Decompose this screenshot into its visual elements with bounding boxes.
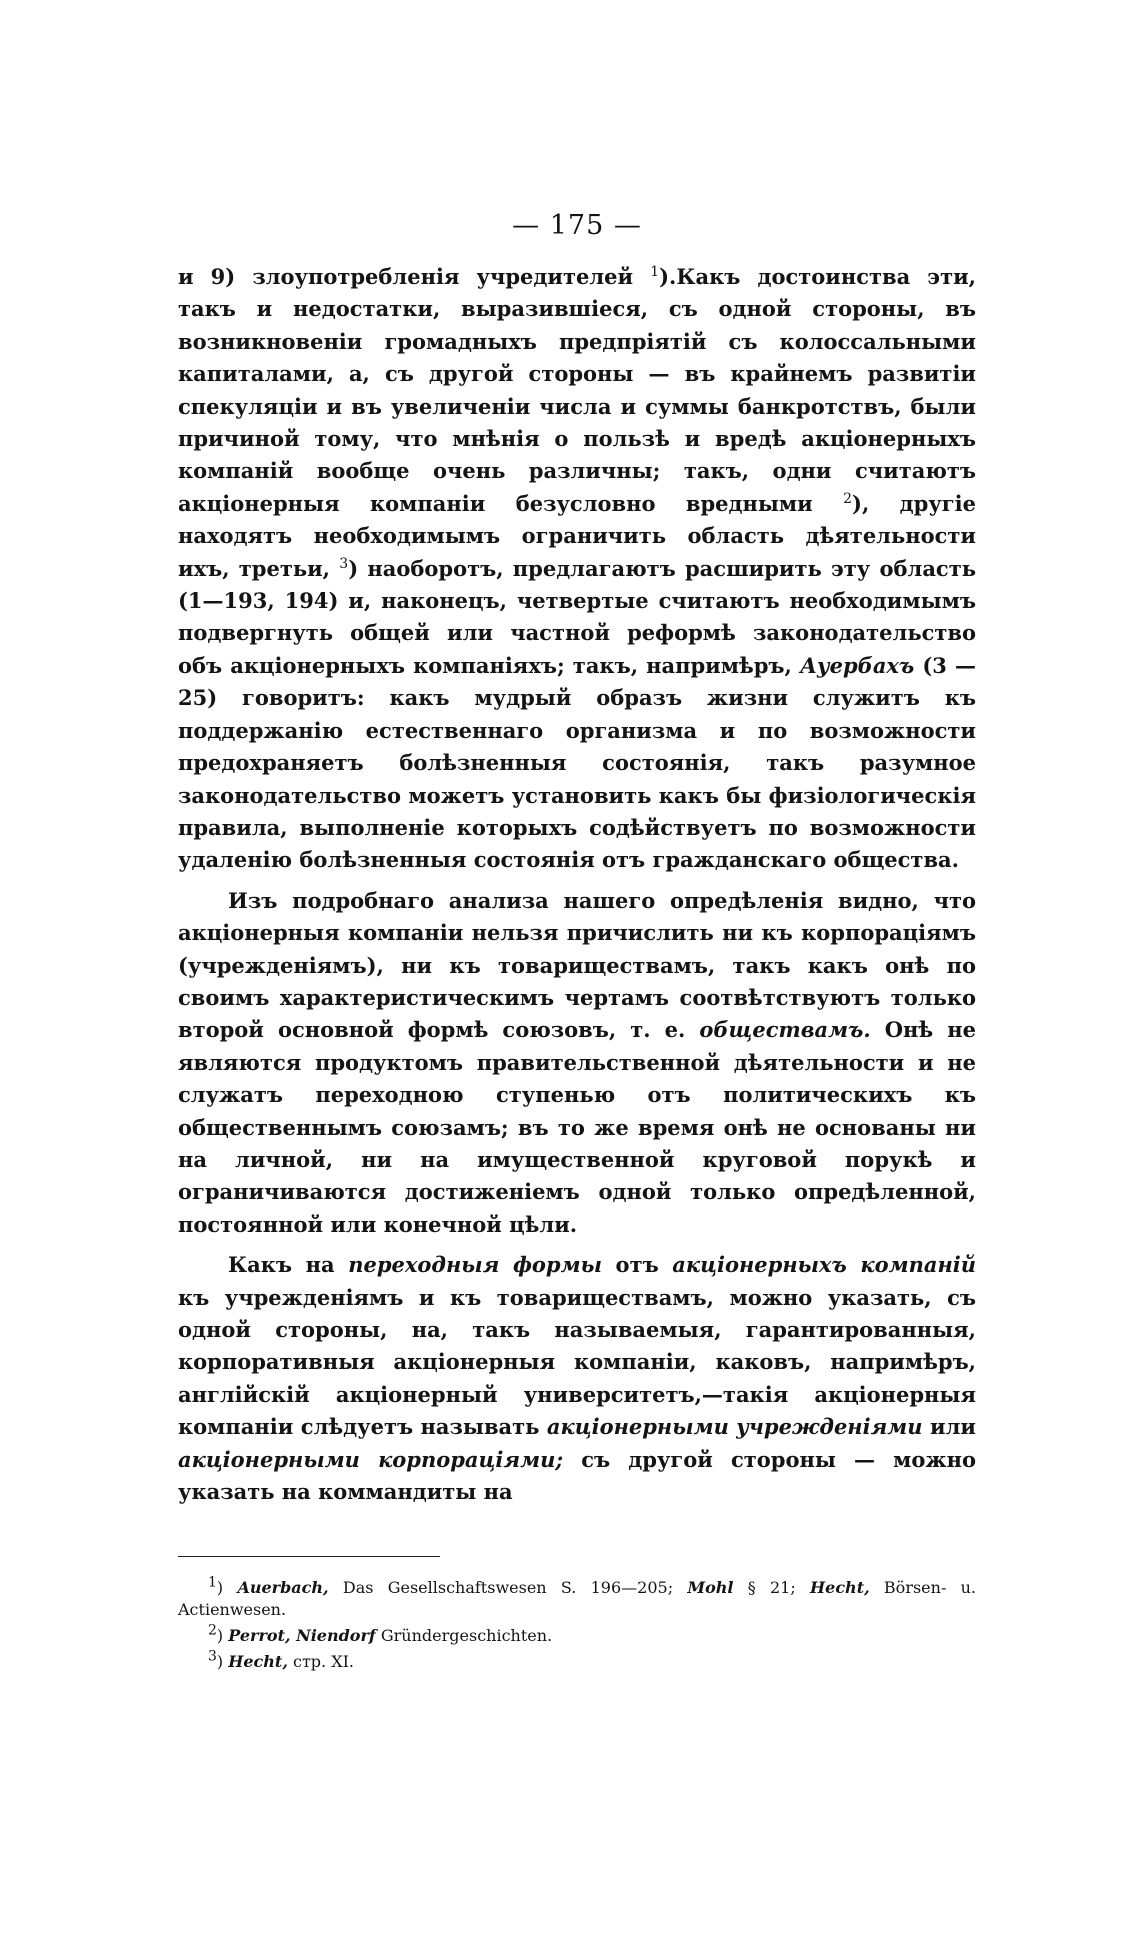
text-run: стр. XI.: [287, 1652, 354, 1672]
emphasis-text: акціонерными учрежденіями: [546, 1414, 923, 1440]
text-run: или: [922, 1414, 976, 1440]
footnote-marker: 1: [650, 264, 660, 280]
paragraph: [178, 261, 976, 877]
emphasis-text: Perrot, Niendorf: [228, 1626, 376, 1646]
emphasis-text: обществамъ.: [699, 1017, 871, 1043]
text-run: ): [216, 1652, 229, 1672]
emphasis-text: акціонерными корпораціями;: [178, 1446, 564, 1472]
footnote: [178, 1625, 976, 1647]
text-run: Das Gesellschaftswesen S. 196—205;: [328, 1578, 688, 1598]
paragraph: [178, 885, 976, 1241]
text-run: съ другой стороны — можно указать на коммандиты на: [178, 1446, 976, 1505]
emphasis-text: Hecht,: [810, 1578, 870, 1598]
text-run: Изъ подробнаго анализа нашего опредѣленія видно, что акціонерныя компаніи нельзя причислить ни къ корпораціямъ (учрежденіямъ), ни къ товариществамъ, такъ какъ онѣ по своимъ характеристическимъ чертамъ соотвѣтствуютъ только второй основной формѣ союзовъ, т. е.: [178, 887, 976, 1043]
text-run: и 9) злоупотребленія учредителей: [178, 264, 651, 289]
book-page: [178, 210, 976, 1677]
footnote-marker: 1: [208, 1575, 217, 1592]
footnote-marker: 2: [843, 490, 853, 507]
emphasis-text: Auerbach,: [237, 1578, 329, 1598]
emphasis-text: переходныя формы: [348, 1252, 602, 1278]
footnote: [178, 1577, 976, 1621]
footnote-marker: 3: [339, 555, 349, 572]
paragraph: [178, 1249, 976, 1508]
footnote-divider: [178, 1556, 440, 1557]
footnote-marker: 3: [208, 1649, 217, 1666]
emphasis-text: Mohl: [687, 1578, 734, 1598]
text-run: отъ: [601, 1252, 673, 1278]
footnote-marker: 2: [208, 1623, 217, 1640]
text-run: ), другіе находятъ необходимымъ ограничить область дѣятельности ихъ, третьи,: [178, 490, 977, 581]
text-run: Какъ на: [228, 1252, 349, 1278]
text-run: Онѣ не являются продуктомъ правительственной дѣятельности и не служатъ переходною ступенью отъ политическихъ къ общественнымъ союзамъ; въ то же время онѣ не основаны ни на личной, ни на имущественной круговой порукѣ и ограничиваются достиженіемъ одной только опредѣленной, постоянной или конечной цѣли.: [178, 1017, 976, 1237]
emphasis-text: Hecht,: [228, 1652, 288, 1672]
emphasis-text: акціонерныхъ компаній: [672, 1252, 977, 1278]
text-run: ): [216, 1578, 238, 1598]
footnotes: [178, 1577, 976, 1673]
page-number: — 175 —: [512, 210, 642, 241]
text-run: § 21;: [733, 1578, 811, 1598]
body-text: [178, 261, 976, 1508]
text-run: (3 — 25) говоритъ: какъ мудрый образъ жизни служитъ къ поддержанію естественнаго организма и по возможности предохраняетъ болѣзненныя состоянія, такъ разумное законодательство можетъ установить какъ бы физіологическія правила, выполненіе которыхъ содѣйствуетъ по возможности удаленію болѣзненныя состоянія отъ гражданскаго общества.: [178, 652, 976, 873]
text-run: ) наоборотъ, предлагаютъ расширить эту область (1—193, 194) и, наконецъ, четвертые считаютъ необходимымъ подвергнуть общей или частной реформѣ законодательство объ акціонерныхъ компаніяхъ; такъ, напримѣръ,: [178, 555, 976, 678]
text-run: ).Какъ достоинства эти, такъ и недостатки, выразившіеся, съ одной стороны, въ возникновеніи громадныхъ предпріятій съ колоссальными капиталами, а, съ другой стороны — въ крайнемъ развитіи спекуляціи и въ увеличеніи числа и суммы банкротствъ, были причиной тому, что мнѣнія о пользѣ и вредѣ акціонерныхъ компаній вообще очень различны; такъ, одни считаютъ акціонерныя компаніи безусловно вредными: [178, 264, 976, 516]
text-run: Börsen- u. Actienwesen.: [178, 1578, 977, 1620]
emphasis-text: Ауербахъ: [799, 652, 915, 678]
text-run: къ учрежденіямъ и къ товариществамъ, можно указать, съ одной стороны, на, такъ называемыя, гарантированныя, корпоративныя акціонерныя компаніи, каковъ, напримѣръ, англійскій акціонерный университетъ,—такія акціонерныя компаніи слѣдуетъ называть: [178, 1284, 976, 1440]
text-run: ): [216, 1626, 229, 1646]
text-run: Gründergeschichten.: [375, 1626, 553, 1646]
footnote: [178, 1651, 976, 1673]
